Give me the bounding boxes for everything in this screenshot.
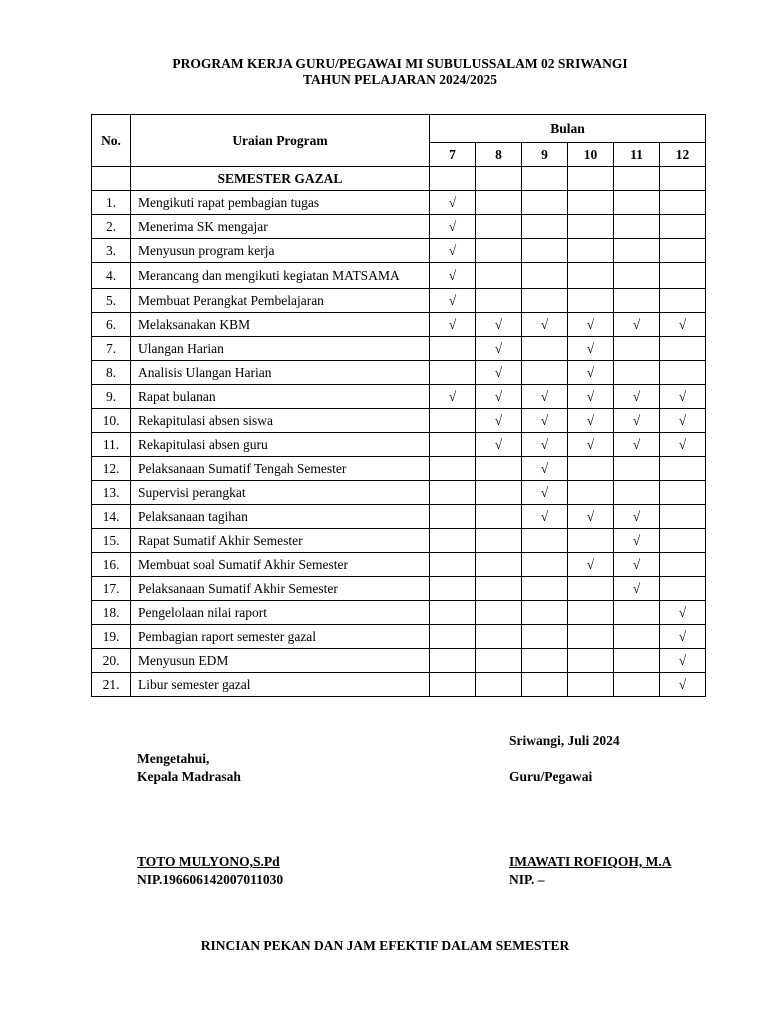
empty-cell xyxy=(660,337,706,361)
row-number: 6. xyxy=(92,313,131,337)
check-mark: √ xyxy=(660,625,706,649)
empty-cell xyxy=(430,529,476,553)
check-mark: √ xyxy=(476,313,522,337)
empty-cell xyxy=(476,553,522,577)
empty-cell xyxy=(430,553,476,577)
empty-cell xyxy=(660,529,706,553)
row-number: 7. xyxy=(92,337,131,361)
check-mark: √ xyxy=(660,313,706,337)
row-description: Pengelolaan nilai raport xyxy=(131,601,430,625)
check-mark: √ xyxy=(614,313,660,337)
empty-cell xyxy=(476,625,522,649)
document-title xyxy=(0,56,768,88)
empty-cell xyxy=(430,409,476,433)
check-mark: √ xyxy=(568,313,614,337)
empty-cell xyxy=(660,215,706,239)
semester-row xyxy=(92,167,706,191)
row-description: Libur semester gazal xyxy=(131,673,430,697)
empty-cell xyxy=(476,239,522,263)
row-description: Pelaksanaan Sumatif Tengah Semester xyxy=(131,457,430,481)
empty-cell xyxy=(430,673,476,697)
header-description: Uraian Program xyxy=(131,115,430,167)
check-mark: √ xyxy=(430,215,476,239)
row-description: Rapat bulanan xyxy=(131,385,430,409)
footer-title: RINCIAN PEKAN DAN JAM EFEKTIF DALAM SEMESTER xyxy=(200,938,570,953)
check-mark: √ xyxy=(522,481,568,505)
check-mark: √ xyxy=(476,433,522,457)
empty-cell xyxy=(660,239,706,263)
title-line-1: PROGRAM KERJA GURU/PEGAWAI MI SUBULUSSALAM 02 SRIWANGI xyxy=(172,56,628,71)
empty-cell xyxy=(568,215,614,239)
headmaster-nip: NIP.196606142007011030 xyxy=(137,872,284,887)
empty-cell xyxy=(476,263,522,289)
row-number: 5. xyxy=(92,289,131,313)
empty-cell xyxy=(660,481,706,505)
empty-cell xyxy=(568,481,614,505)
check-mark: √ xyxy=(522,385,568,409)
check-mark: √ xyxy=(430,313,476,337)
row-number: 13. xyxy=(92,481,131,505)
empty-cell xyxy=(522,289,568,313)
month-header-10: 10 xyxy=(568,143,614,167)
empty-cell xyxy=(568,601,614,625)
empty-cell xyxy=(660,263,706,289)
empty-cell xyxy=(614,625,660,649)
empty-cell xyxy=(522,239,568,263)
empty-cell xyxy=(430,649,476,673)
empty-cell xyxy=(522,361,568,385)
check-mark: √ xyxy=(568,385,614,409)
empty-cell xyxy=(476,577,522,601)
empty-cell xyxy=(430,505,476,529)
table-row xyxy=(92,409,706,433)
empty-cell xyxy=(522,191,568,215)
empty-cell xyxy=(522,553,568,577)
row-description: Membuat soal Sumatif Akhir Semester xyxy=(131,553,430,577)
check-mark: √ xyxy=(568,553,614,577)
row-description: Pelaksanaan tagihan xyxy=(131,505,430,529)
row-number: 21. xyxy=(92,673,131,697)
empty-cell xyxy=(614,361,660,385)
check-mark: √ xyxy=(522,409,568,433)
row-description: Analisis Ulangan Harian xyxy=(131,361,430,385)
check-mark: √ xyxy=(476,385,522,409)
check-mark: √ xyxy=(614,553,660,577)
row-number: 11. xyxy=(92,433,131,457)
row-number: 10. xyxy=(92,409,131,433)
table-row xyxy=(92,385,706,409)
row-number: 2. xyxy=(92,215,131,239)
empty-cell xyxy=(614,673,660,697)
teacher-nip: NIP. – xyxy=(509,872,545,887)
table-row xyxy=(92,505,706,529)
teacher-title: Guru/Pegawai xyxy=(509,769,593,784)
empty-cell xyxy=(522,337,568,361)
row-number: 12. xyxy=(92,457,131,481)
row-description: Rekapitulasi absen siswa xyxy=(131,409,430,433)
empty-cell xyxy=(660,553,706,577)
table-row xyxy=(92,529,706,553)
table-row xyxy=(92,313,706,337)
row-description: Merancang dan mengikuti kegiatan MATSAMA xyxy=(131,263,430,289)
month-header-8: 8 xyxy=(476,143,522,167)
empty-cell xyxy=(476,457,522,481)
empty-cell xyxy=(568,239,614,263)
table-row xyxy=(92,625,706,649)
empty-cell xyxy=(522,263,568,289)
check-mark: √ xyxy=(476,409,522,433)
empty-cell xyxy=(476,529,522,553)
empty-cell xyxy=(614,481,660,505)
row-description: Menerima SK mengajar xyxy=(131,215,430,239)
check-mark: √ xyxy=(430,263,476,289)
acknowledge-label: Mengetahui, xyxy=(137,751,210,766)
row-number: 15. xyxy=(92,529,131,553)
row-number: 18. xyxy=(92,601,131,625)
empty-cell xyxy=(522,215,568,239)
check-mark: √ xyxy=(522,505,568,529)
row-number: 9. xyxy=(92,385,131,409)
empty-cell xyxy=(568,577,614,601)
empty-cell xyxy=(476,481,522,505)
empty-cell xyxy=(614,337,660,361)
row-description: Membuat Perangkat Pembelajaran xyxy=(131,289,430,313)
empty-cell xyxy=(476,191,522,215)
empty-cell xyxy=(430,625,476,649)
empty-cell xyxy=(522,673,568,697)
check-mark: √ xyxy=(614,505,660,529)
row-description: Menyusun EDM xyxy=(131,649,430,673)
place-date: Sriwangi, Juli 2024 xyxy=(509,733,620,748)
table-row xyxy=(92,263,706,289)
row-number: 8. xyxy=(92,361,131,385)
empty-cell xyxy=(476,215,522,239)
table-row xyxy=(92,289,706,313)
check-mark: √ xyxy=(614,385,660,409)
table-row xyxy=(92,457,706,481)
empty-cell xyxy=(568,649,614,673)
empty-cell xyxy=(430,601,476,625)
row-description: Melaksanakan KBM xyxy=(131,313,430,337)
empty-cell xyxy=(476,505,522,529)
empty-cell xyxy=(660,577,706,601)
check-mark: √ xyxy=(568,337,614,361)
table-row xyxy=(92,433,706,457)
title-line-2: TAHUN PELAJARAN 2024/2025 xyxy=(302,72,497,87)
empty-cell xyxy=(430,433,476,457)
empty-cell xyxy=(568,529,614,553)
check-mark: √ xyxy=(660,601,706,625)
empty-cell xyxy=(430,457,476,481)
headmaster-name: TOTO MULYONO,S.Pd xyxy=(137,854,280,869)
teacher-name: IMAWATI ROFIQOH, M.A xyxy=(509,854,672,869)
table-row xyxy=(92,239,706,263)
month-header-7: 7 xyxy=(430,143,476,167)
row-number: 3. xyxy=(92,239,131,263)
empty-cell xyxy=(522,529,568,553)
check-mark: √ xyxy=(614,529,660,553)
check-mark: √ xyxy=(522,313,568,337)
empty-cell xyxy=(522,649,568,673)
empty-cell xyxy=(430,361,476,385)
row-description: Rekapitulasi absen guru xyxy=(131,433,430,457)
empty-cell xyxy=(614,239,660,263)
empty-cell xyxy=(568,263,614,289)
row-description: Rapat Sumatif Akhir Semester xyxy=(131,529,430,553)
check-mark: √ xyxy=(430,239,476,263)
empty-cell xyxy=(568,457,614,481)
row-number: 16. xyxy=(92,553,131,577)
check-mark: √ xyxy=(660,649,706,673)
header-month: Bulan xyxy=(430,115,706,143)
empty-cell xyxy=(430,337,476,361)
check-mark: √ xyxy=(660,673,706,697)
headmaster-title: Kepala Madrasah xyxy=(137,769,241,784)
check-mark: √ xyxy=(476,337,522,361)
check-mark: √ xyxy=(522,433,568,457)
empty-cell xyxy=(614,289,660,313)
check-mark: √ xyxy=(430,191,476,215)
row-number: 19. xyxy=(92,625,131,649)
empty-cell xyxy=(522,577,568,601)
empty-cell xyxy=(614,215,660,239)
empty-cell xyxy=(522,601,568,625)
row-number: 17. xyxy=(92,577,131,601)
empty-cell xyxy=(660,457,706,481)
empty-cell xyxy=(660,289,706,313)
empty-cell xyxy=(614,457,660,481)
empty-cell xyxy=(614,191,660,215)
table-row xyxy=(92,191,706,215)
empty-cell xyxy=(614,649,660,673)
month-header-12: 12 xyxy=(660,143,706,167)
empty-cell xyxy=(568,673,614,697)
check-mark: √ xyxy=(568,505,614,529)
table-row xyxy=(92,215,706,239)
check-mark: √ xyxy=(522,457,568,481)
empty-cell xyxy=(476,289,522,313)
empty-cell xyxy=(568,625,614,649)
check-mark: √ xyxy=(614,577,660,601)
table-row xyxy=(92,337,706,361)
check-mark: √ xyxy=(430,385,476,409)
month-header-9: 9 xyxy=(522,143,568,167)
table-row xyxy=(92,649,706,673)
row-number: 14. xyxy=(92,505,131,529)
empty-cell xyxy=(614,601,660,625)
empty-cell xyxy=(476,649,522,673)
table-row xyxy=(92,577,706,601)
check-mark: √ xyxy=(614,409,660,433)
row-description: Ulangan Harian xyxy=(131,337,430,361)
row-number: 1. xyxy=(92,191,131,215)
check-mark: √ xyxy=(660,385,706,409)
check-mark: √ xyxy=(614,433,660,457)
check-mark: √ xyxy=(568,409,614,433)
check-mark: √ xyxy=(568,433,614,457)
table-row xyxy=(92,481,706,505)
empty-cell xyxy=(430,481,476,505)
check-mark: √ xyxy=(430,289,476,313)
month-header-11: 11 xyxy=(614,143,660,167)
empty-cell xyxy=(660,505,706,529)
empty-cell xyxy=(476,601,522,625)
row-description: Pembagian raport semester gazal xyxy=(131,625,430,649)
table-row xyxy=(92,601,706,625)
table-row xyxy=(92,673,706,697)
check-mark: √ xyxy=(660,409,706,433)
header-no: No. xyxy=(92,115,131,167)
row-number: 4. xyxy=(92,263,131,289)
row-description: Pelaksanaan Sumatif Akhir Semester xyxy=(131,577,430,601)
check-mark: √ xyxy=(476,361,522,385)
row-number: 20. xyxy=(92,649,131,673)
table-row xyxy=(92,361,706,385)
empty-cell xyxy=(568,289,614,313)
empty-cell xyxy=(660,191,706,215)
empty-cell xyxy=(522,625,568,649)
empty-cell xyxy=(614,263,660,289)
semester-label: SEMESTER GAZAL xyxy=(131,167,430,191)
check-mark: √ xyxy=(568,361,614,385)
program-table xyxy=(91,114,706,697)
row-description: Menyusun program kerja xyxy=(131,239,430,263)
table-row xyxy=(92,553,706,577)
table-body xyxy=(92,167,706,697)
empty-cell xyxy=(660,361,706,385)
empty-cell xyxy=(568,191,614,215)
empty-cell xyxy=(476,673,522,697)
empty-cell xyxy=(430,577,476,601)
row-description: Supervisi perangkat xyxy=(131,481,430,505)
row-description: Mengikuti rapat pembagian tugas xyxy=(131,191,430,215)
check-mark: √ xyxy=(660,433,706,457)
